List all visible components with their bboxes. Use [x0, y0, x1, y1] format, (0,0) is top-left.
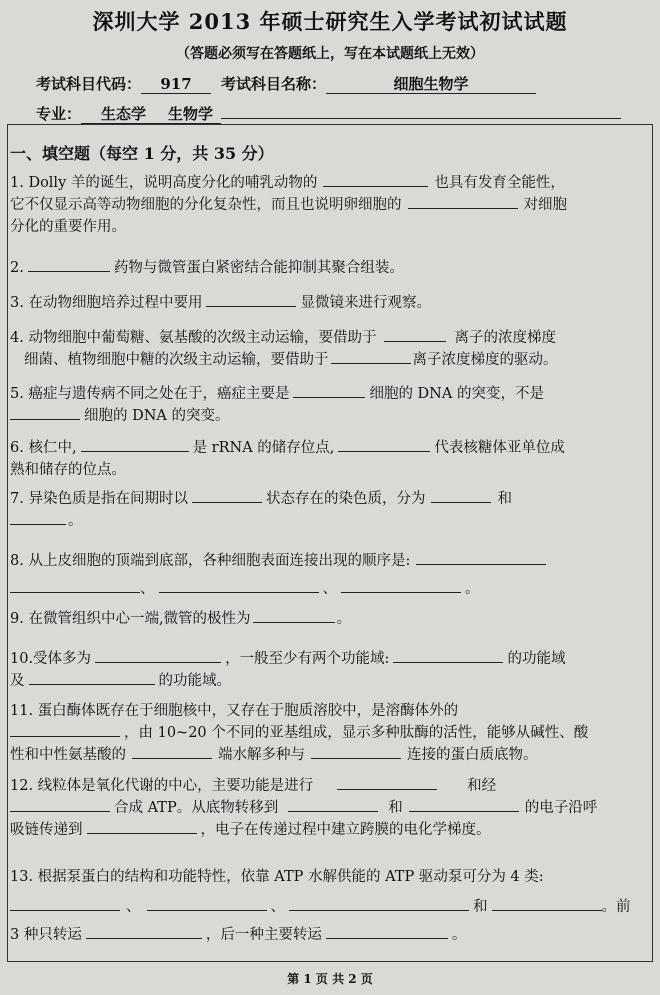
answer-blank [147, 896, 267, 911]
answer-blank [311, 744, 401, 759]
answer-blank [29, 670, 155, 685]
answer-blank [86, 924, 202, 939]
question-6: 6. 核仁中, 是 rRNA 的储存位点, 代表核糖体亚单位成 熟和储存的位点。 [10, 437, 648, 481]
answer-blank [81, 437, 189, 452]
answer-blank [393, 648, 503, 663]
answer-blank [409, 797, 519, 812]
answer-blank [326, 924, 448, 939]
answer-blank [293, 383, 365, 398]
exam-title: 深圳大学 2013 年硕士研究生入学考试初试试题 [92, 9, 568, 34]
answer-blank [337, 775, 437, 790]
question-8: 8. 从上皮细胞的顶端到底部，各种细胞表面连接出现的顺序是: 、 、 。 [10, 550, 648, 600]
question-3: 3. 在动物细胞培养过程中要用 显微镜来进行观察。 [10, 292, 648, 314]
answer-blank [87, 819, 197, 834]
answer-blank [338, 437, 430, 452]
question-11: 11. 蛋白酶体既存在于细胞核中，又存在于胞质溶胶中，是溶酶体外的 ，由 10~20 个不同的亚基组成，显示多种肽酶的活性，能够从碱性、酸 性和中性氨基酸的 端水解多种与 连接的蛋白质底物。 [10, 703, 589, 763]
exam-note: （答题必须写在答题纸上，写在本试题纸上无效） [176, 46, 484, 62]
answer-blank [95, 648, 221, 663]
question-10: 10.受体多为 ，一般至少有两个功能域: 的功能域 及 的功能域。 [10, 648, 648, 692]
answer-blank [10, 797, 110, 812]
question-13: 13. 根据泵蛋白的结构和功能特性，依靠 ATP 水解供能的 ATP 驱动泵可分为 4 类: 、 、 和 。前 3 种只转运 ，后一种主要转运 。 [10, 869, 631, 943]
question-12: 12. 线粒体是氧化代谢的中心，主要功能是进行 和经 合成 ATP。从底物转移到 和 的电子沿呼 吸链传递到 ，电子在传递过程中建立跨膜的电化学梯度。 [10, 775, 648, 841]
question-4: 4. 动物细胞中葡萄糖、氨基酸的次级主动运输，要借助于 离子的浓度梯度 细菌、植物细胞中糖的次级主动运输，要借助于 离子浓度梯度的驱动。 [10, 327, 648, 371]
major-label: 专业： [36, 105, 82, 123]
major-info [36, 103, 621, 124]
answer-blank [192, 488, 262, 503]
answer-blank [159, 578, 319, 593]
answer-blank [289, 896, 469, 911]
section-title: 一、填空题（每空 1 分，共 35 分） [10, 144, 274, 163]
answer-blank [10, 896, 120, 911]
answer-blank [431, 488, 491, 503]
question-5: 5. 癌症与遗传病不同之处在于，癌症主要是 细胞的 DNA 的突变，不是 细胞的 DNA 的突变。 [10, 383, 648, 427]
answer-blank [28, 257, 110, 272]
question-7: 7. 异染色质是指在间期时以 状态存在的染色质，分为 和 。 [10, 488, 648, 532]
subject-code-label: 考试科目代码： [36, 75, 142, 93]
answer-blank [492, 896, 602, 911]
major-value-biology: 生物学 [168, 105, 214, 123]
answer-blank [416, 550, 546, 565]
answer-blank [132, 744, 212, 759]
answer-blank [408, 194, 518, 209]
question-9: 9. 在微管组织中心一端,微管的极性为 。 [10, 608, 648, 630]
subject-name-value: 细胞生物学 [326, 75, 536, 94]
question-2: 2. 药物与微管蛋白紧密结合能抑制其聚合组装。 [10, 257, 648, 279]
answer-blank [288, 797, 378, 812]
subject-name-label: 考试科目名称： [221, 75, 327, 93]
answer-blank [384, 327, 446, 342]
answer-blank [323, 172, 428, 187]
answer-blank [206, 292, 296, 307]
answer-blank [10, 510, 66, 525]
answer-blank [10, 578, 140, 593]
answer-blank [253, 608, 335, 623]
question-1: 1. Dolly 羊的诞生，说明高度分化的哺乳动物的 也具有发育全能性， 它不仅显示高等动物细胞的分化复杂性，而且也说明卵细胞的 对细胞 分化的重要作用。 [10, 172, 648, 238]
answer-blank [331, 349, 411, 364]
subject-code-value: 917 [141, 75, 211, 94]
major-value-ecology: 生态学 [101, 105, 147, 123]
page-number: 第 1 页 共 2 页 [287, 972, 373, 986]
subject-info [36, 73, 536, 94]
answer-blank [10, 722, 120, 737]
answer-blank [341, 578, 461, 593]
answer-blank [10, 405, 80, 420]
